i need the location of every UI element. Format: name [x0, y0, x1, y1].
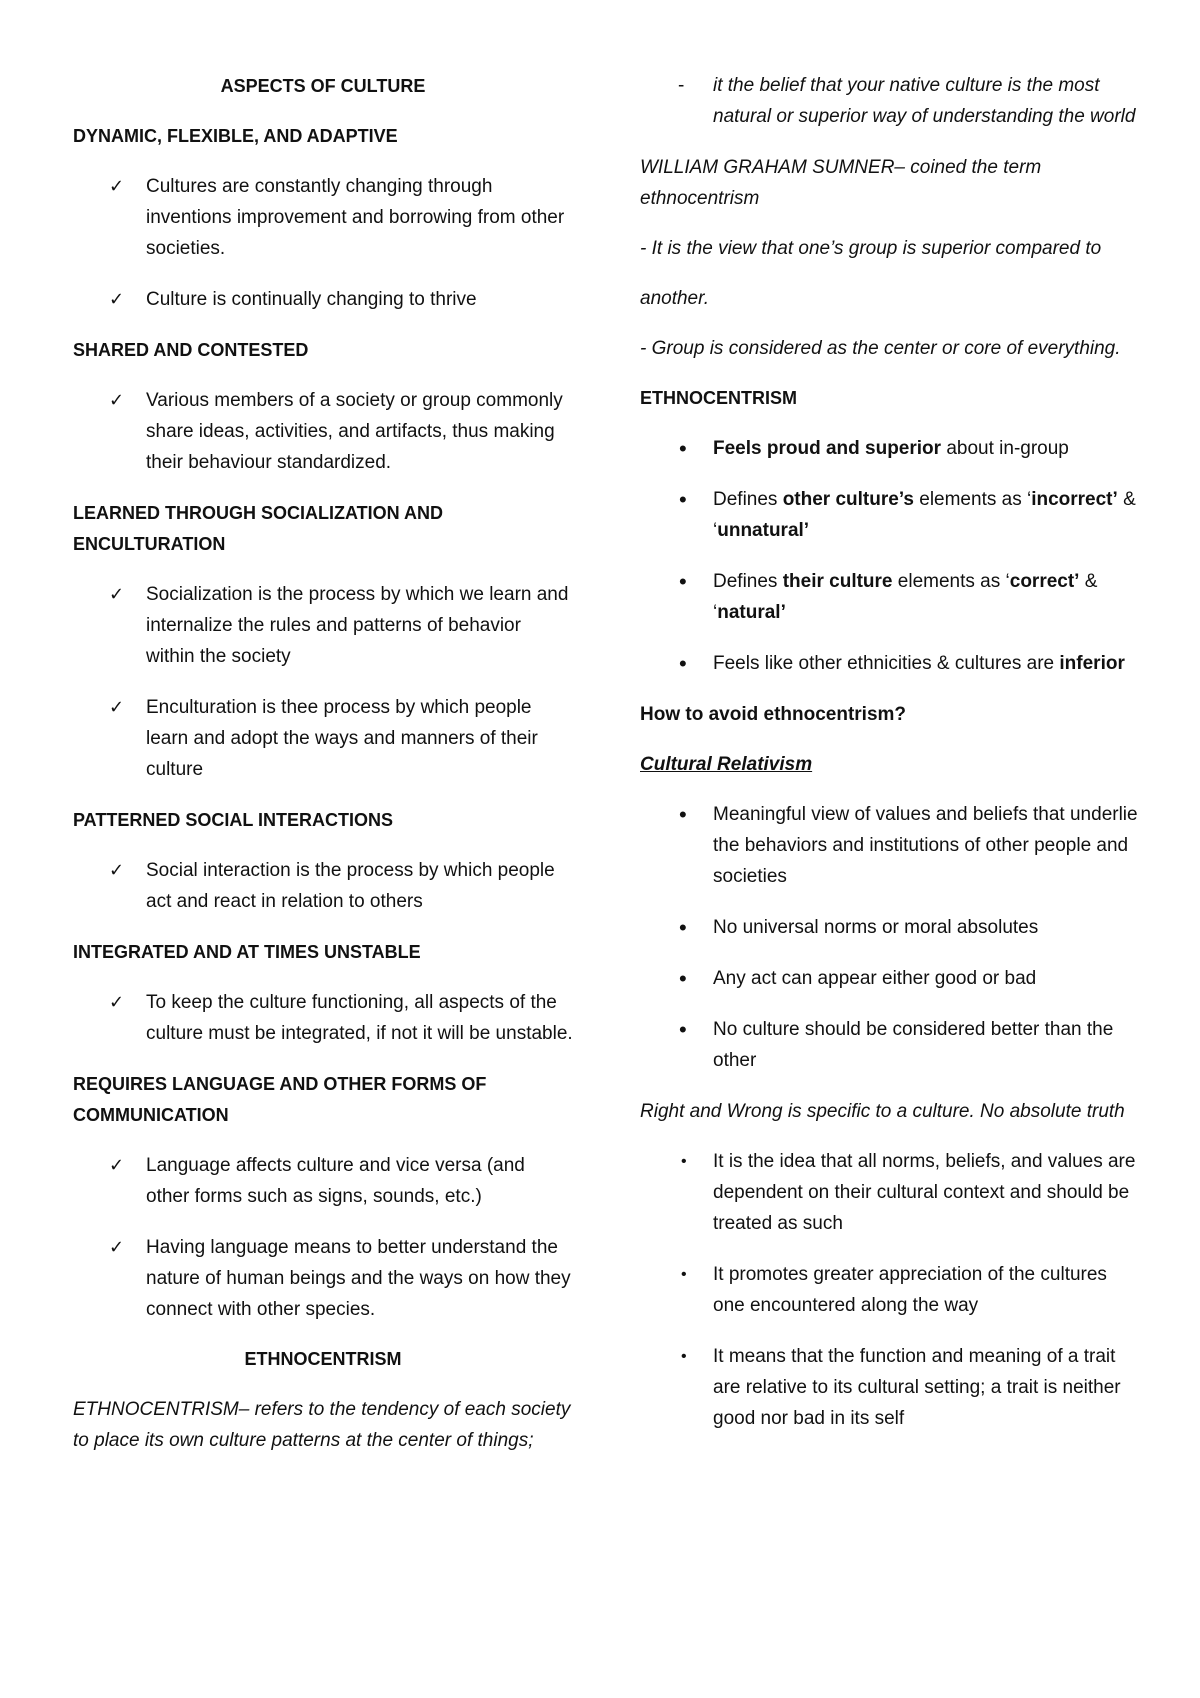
heading-patterned: PATTERNED SOCIAL INTERACTIONS	[73, 810, 394, 830]
heading-cultural-relativism: Cultural Relativism	[640, 754, 813, 775]
list-patterned	[73, 855, 573, 917]
list-item: • It promotes greater appreciation of the cultures one encountered along the way	[640, 1259, 1140, 1321]
list-item: • Defines other culture’s elements as ‘incorrect’ & ‘unnatural’	[640, 484, 1140, 546]
list-idea	[640, 1146, 1140, 1434]
heading-ethnocentrism: ETHNOCENTRISM	[640, 388, 797, 408]
small-bullet-icon: •	[681, 1153, 687, 1170]
checkmark-icon: ✓	[109, 289, 125, 310]
list-item: • Defines their culture elements as ‘correct’ & ‘natural’	[640, 566, 1140, 628]
group-paragraph: - Group is considered as the center or core of everything.	[640, 338, 1121, 359]
ethnocentrism-definition: ETHNOCENTRISM– refers to the tendency of each society to place its own culture patterns at the center of things;	[73, 1399, 571, 1451]
list-item: • Feels proud and superior about in-group	[640, 433, 1140, 464]
list-dynamic	[73, 171, 573, 315]
bullet-icon: •	[679, 569, 687, 594]
list-item: ✓ Various members of a society or group commonly share ideas, activities, and artifacts, thus making their behaviour standardized.	[73, 385, 573, 478]
bullet-icon: •	[679, 915, 687, 940]
list-item: • Meaningful view of values and beliefs that underlie the behaviors and institutions of other people and societies	[640, 799, 1140, 892]
right-wrong-paragraph: Right and Wrong is specific to a culture. No absolute truth	[640, 1101, 1125, 1122]
list-item: ✓ Language affects culture and vice versa (and other forms such as signs, sounds, etc.)	[73, 1150, 573, 1212]
bullet-icon: •	[679, 802, 687, 827]
list-item: ✓ Social interaction is the process by which people act and react in relation to others	[73, 855, 573, 917]
heading-language: REQUIRES LANGUAGE AND OTHER FORMS OF COMMUNICATION	[73, 1074, 487, 1125]
heading-integrated: INTEGRATED AND AT TIMES UNSTABLE	[73, 942, 421, 962]
checkmark-icon: ✓	[109, 584, 125, 605]
list-item: ✓ To keep the culture functioning, all aspects of the culture must be integrated, if not it will be unstable.	[73, 987, 573, 1049]
list-item: ✓ Culture is continually changing to thrive	[73, 284, 573, 315]
list-item: • No universal norms or moral absolutes	[640, 912, 1140, 943]
heading-ethnocentrism-center: ETHNOCENTRISM	[244, 1349, 402, 1369]
view-continuation: another.	[640, 288, 710, 309]
list-integrated	[73, 987, 573, 1049]
list-item: ✓ Cultures are constantly changing through inventions improvement and borrowing from other societies.	[73, 171, 573, 264]
checkmark-icon: ✓	[109, 176, 125, 197]
list-item: - it the belief that your native culture is the most natural or superior way of understanding the world	[640, 70, 1140, 132]
list-learned	[73, 579, 573, 785]
bullet-icon: •	[679, 487, 687, 512]
dash-marker: -	[678, 75, 685, 96]
list-relativism	[640, 799, 1140, 1076]
list-dash	[640, 70, 1140, 132]
small-bullet-icon: •	[681, 1266, 687, 1283]
sumner-paragraph: WILLIAM GRAHAM SUMNER– coined the term ethnocentrism	[640, 157, 1042, 209]
checkmark-icon: ✓	[109, 1155, 125, 1176]
bullet-icon: •	[679, 436, 687, 461]
list-item: ✓ Enculturation is thee process by which people learn and adopt the ways and manners of their culture	[73, 692, 573, 785]
bullet-icon: •	[679, 1017, 687, 1042]
heading-shared: SHARED AND CONTESTED	[73, 340, 309, 360]
list-item: • No culture should be considered better than the other	[640, 1014, 1140, 1076]
list-ethnocentrism	[640, 433, 1140, 679]
checkmark-icon: ✓	[109, 992, 125, 1013]
list-item: • Feels like other ethnicities & cultures are inferior	[640, 648, 1140, 679]
right-column	[640, 70, 1140, 1454]
left-column	[73, 70, 573, 1475]
avoid-question: How to avoid ethnocentrism?	[640, 704, 907, 725]
checkmark-icon: ✓	[109, 390, 125, 411]
list-item: • Any act can appear either good or bad	[640, 963, 1140, 994]
list-language	[73, 1150, 573, 1325]
view-paragraph: - It is the view that one’s group is superior compared to	[640, 238, 1102, 259]
checkmark-icon: ✓	[109, 1237, 125, 1258]
list-item: • It means that the function and meaning of a trait are relative to its cultural setting; a trait is neither good nor bad in its self	[640, 1341, 1140, 1434]
heading-dynamic: DYNAMIC, FLEXIBLE, AND ADAPTIVE	[73, 126, 398, 146]
bullet-icon: •	[679, 651, 687, 676]
page-title: ASPECTS OF CULTURE	[220, 76, 426, 96]
list-item: ✓ Socialization is the process by which we learn and internalize the rules and patterns of behavior within the society	[73, 579, 573, 672]
checkmark-icon: ✓	[109, 697, 125, 718]
small-bullet-icon: •	[681, 1348, 687, 1365]
list-shared	[73, 385, 573, 478]
bullet-icon: •	[679, 966, 687, 991]
list-item: • It is the idea that all norms, beliefs, and values are dependent on their cultural context and should be treated as such	[640, 1146, 1140, 1239]
list-item: ✓ Having language means to better understand the nature of human beings and the ways on how they connect with other species.	[73, 1232, 573, 1325]
checkmark-icon: ✓	[109, 860, 125, 881]
heading-learned: LEARNED THROUGH SOCIALIZATION AND ENCULTURATION	[73, 503, 443, 554]
